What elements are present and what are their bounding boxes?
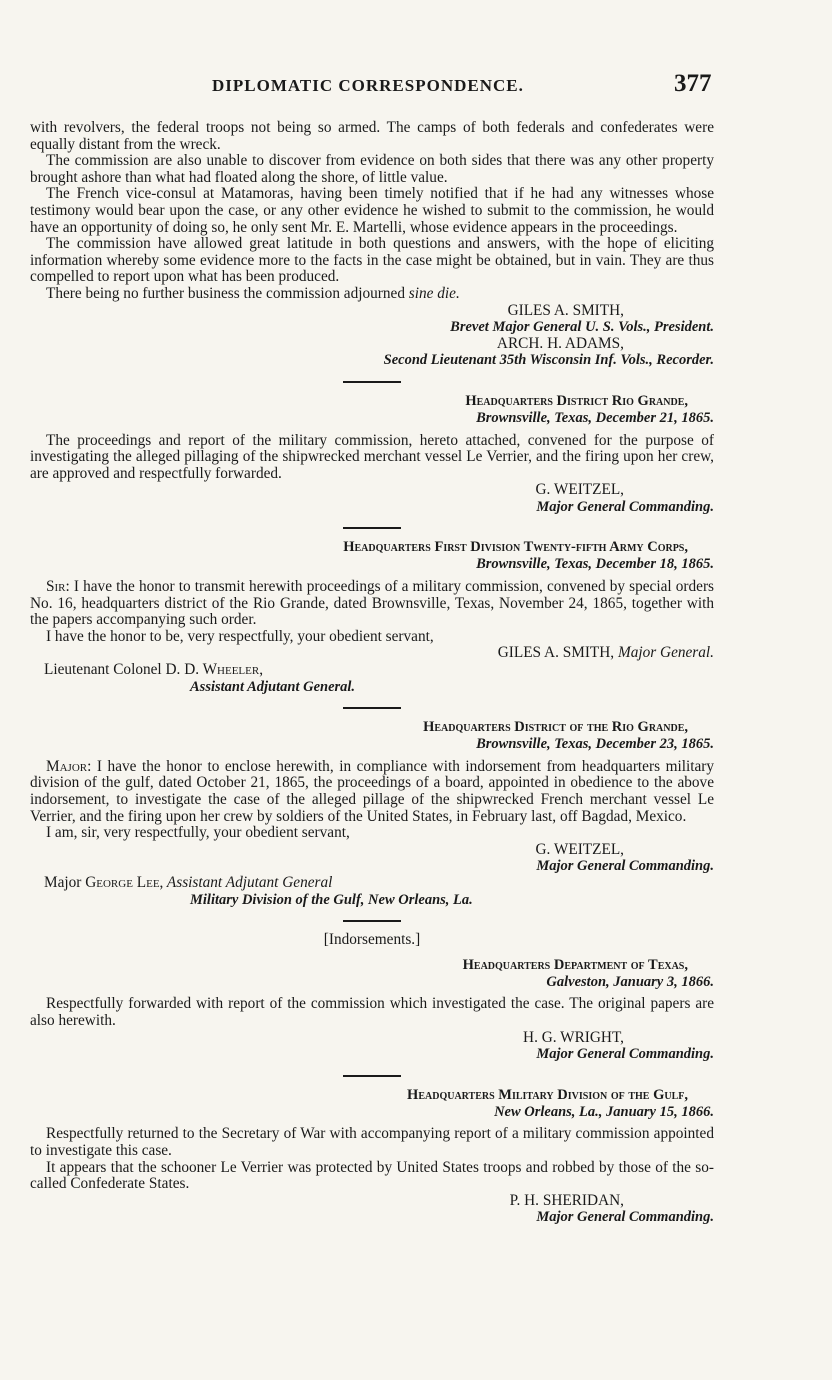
signature-title: Brevet Major General U. S. Vols., President.: [450, 319, 714, 336]
signature-title: Second Lieutenant 35th Wisconsin Inf. Vols., Recorder.: [383, 352, 714, 369]
signature-line: [30, 645, 714, 662]
signature-title: Major General.: [617, 644, 714, 662]
document-body: [30, 120, 714, 1226]
paragraph-text: I have the honor to enclose herewith, in compliance with indorsement from headquarters military division of the gulf, dated October 21, 1865, the proceedings of a board, appointed in obedience to the above indorsement, to investigate the case of the alleged pillage of the shipwrecked French merchant vessel Le Verrier, and the firing upon her crew by soldiers of the United States, in February last, off Bagdad, Mexico.: [30, 757, 714, 825]
page-number: 377: [674, 70, 712, 97]
paragraph: I have the honor to be, very respectfully, your obedient servant,: [46, 627, 434, 645]
addressee-name: George Lee,: [85, 873, 164, 891]
signature-name: ARCH. H. ADAMS,: [496, 334, 624, 352]
paragraph: The French vice-consul at Matamoras, having been timely notified that if he had any witnesses whose testimony would bear upon the case, or any other evidence he wished to submit to the commission, he would have an opportunity of doing so, he only sent Mr. E. Martelli, whose evidence appears in the proceedings.: [30, 185, 714, 236]
signature-title: Major General Commanding.: [536, 1209, 714, 1226]
dateline: Brownsville, Texas, December 23, 1865.: [476, 736, 714, 753]
paragraph: I am, sir, very respectfully, your obedient servant,: [46, 824, 350, 842]
letter-heading: Headquarters District Rio Grande,: [465, 392, 688, 409]
signature-title: Major General Commanding.: [536, 1046, 714, 1063]
signature-title: Major General Commanding.: [536, 858, 714, 875]
letter-heading: Headquarters Military Division of the Gulf,: [407, 1086, 688, 1103]
dateline: Brownsville, Texas, December 18, 1865.: [476, 556, 714, 573]
section-divider: [343, 1075, 401, 1077]
dateline: New Orleans, La., January 15, 1866.: [494, 1103, 714, 1120]
letter-heading: Headquarters First Division Twenty-fifth Army Corps,: [343, 539, 688, 556]
addressee: [30, 662, 714, 679]
paragraph: The commission have allowed great latitude in both questions and answers, with the hope of eliciting information whereby some evidence more to the facts in the case might be obtained, but in vain. They are thus compelled to report upon what has been produced.: [30, 235, 714, 286]
paragraph-text: There being no further business the commission adjourned: [46, 284, 409, 302]
paragraph: Respectfully returned to the Secretary of War with accompanying report of a military commission appointed to investigate this case.: [30, 1125, 714, 1159]
signature-name: GILES A. SMITH,: [507, 301, 624, 319]
letter-heading: Headquarters Department of Texas,: [462, 956, 688, 973]
addressee-title: Assistant Adjutant General.: [190, 678, 356, 695]
running-title: DIPLOMATIC CORRESPONDENCE.: [212, 76, 524, 95]
dateline: Brownsville, Texas, December 21, 1865.: [476, 409, 714, 426]
signature-name: G. WEITZEL,: [535, 840, 624, 858]
paragraph: [30, 286, 714, 303]
paragraph: with revolvers, the federal troops not being so armed. The camps of both federals and confederates were equally distant from the wreck.: [30, 119, 714, 153]
paragraph: It appears that the schooner Le Verrier was protected by United States troops and robbed by those of the so-called Confederate States.: [30, 1158, 714, 1193]
paragraph: Respectfully forwarded with report of the commission which investigated the case. The original papers are also herewith.: [30, 995, 714, 1029]
paragraph: The commission are also unable to discover from evidence on both sides that there was any other property brought ashore than what had floated along the shore, of little value.: [30, 152, 714, 186]
italic-phrase: sine die.: [408, 284, 460, 302]
paragraph: The proceedings and report of the military commission, hereto attached, convened for the purpose of investigating the alleged pillaging of the shipwrecked merchant vessel Le Verrier, and the firing upon her crew, are approved and respectfully forwarded.: [30, 431, 714, 482]
signature-title: Major General Commanding.: [536, 498, 714, 515]
page-header: [0, 70, 832, 100]
addressee-prefix: Major: [44, 873, 86, 891]
signature-name: H. G. WRIGHT,: [523, 1028, 624, 1046]
section-divider: [343, 707, 401, 709]
indorsements-label: [Indorsements.]: [323, 931, 421, 949]
signature-name: P. H. SHERIDAN,: [509, 1191, 624, 1209]
paragraph: [30, 579, 714, 629]
salutation: Sir:: [46, 578, 70, 596]
section-divider: [343, 527, 401, 529]
paragraph-text: I have the honor to transmit herewith proceedings of a military commission, convened by special orders No. 16, headquarters district of the Rio Grande, dated Brownsville, Texas, November 24, 1865, together with the papers accompanying such order.: [30, 578, 714, 629]
signature-name: G. WEITZEL,: [535, 481, 624, 499]
section-divider: [343, 381, 401, 383]
letter-heading: Headquarters District of the Rio Grande,: [423, 719, 688, 736]
signature-name: GILES A. SMITH,: [497, 644, 615, 662]
addressee-name: D. D. Wheeler,: [165, 661, 264, 679]
dateline: Galveston, January 3, 1866.: [546, 973, 714, 990]
section-divider: [343, 920, 401, 922]
salutation: Major:: [46, 757, 92, 775]
addressee-location: Military Division of the Gulf, New Orleans, La.: [190, 891, 473, 908]
addressee-title: Assistant Adjutant General: [163, 873, 333, 891]
paragraph: [30, 759, 714, 825]
addressee-prefix: Lieutenant Colonel: [44, 661, 166, 679]
addressee: [30, 875, 714, 892]
